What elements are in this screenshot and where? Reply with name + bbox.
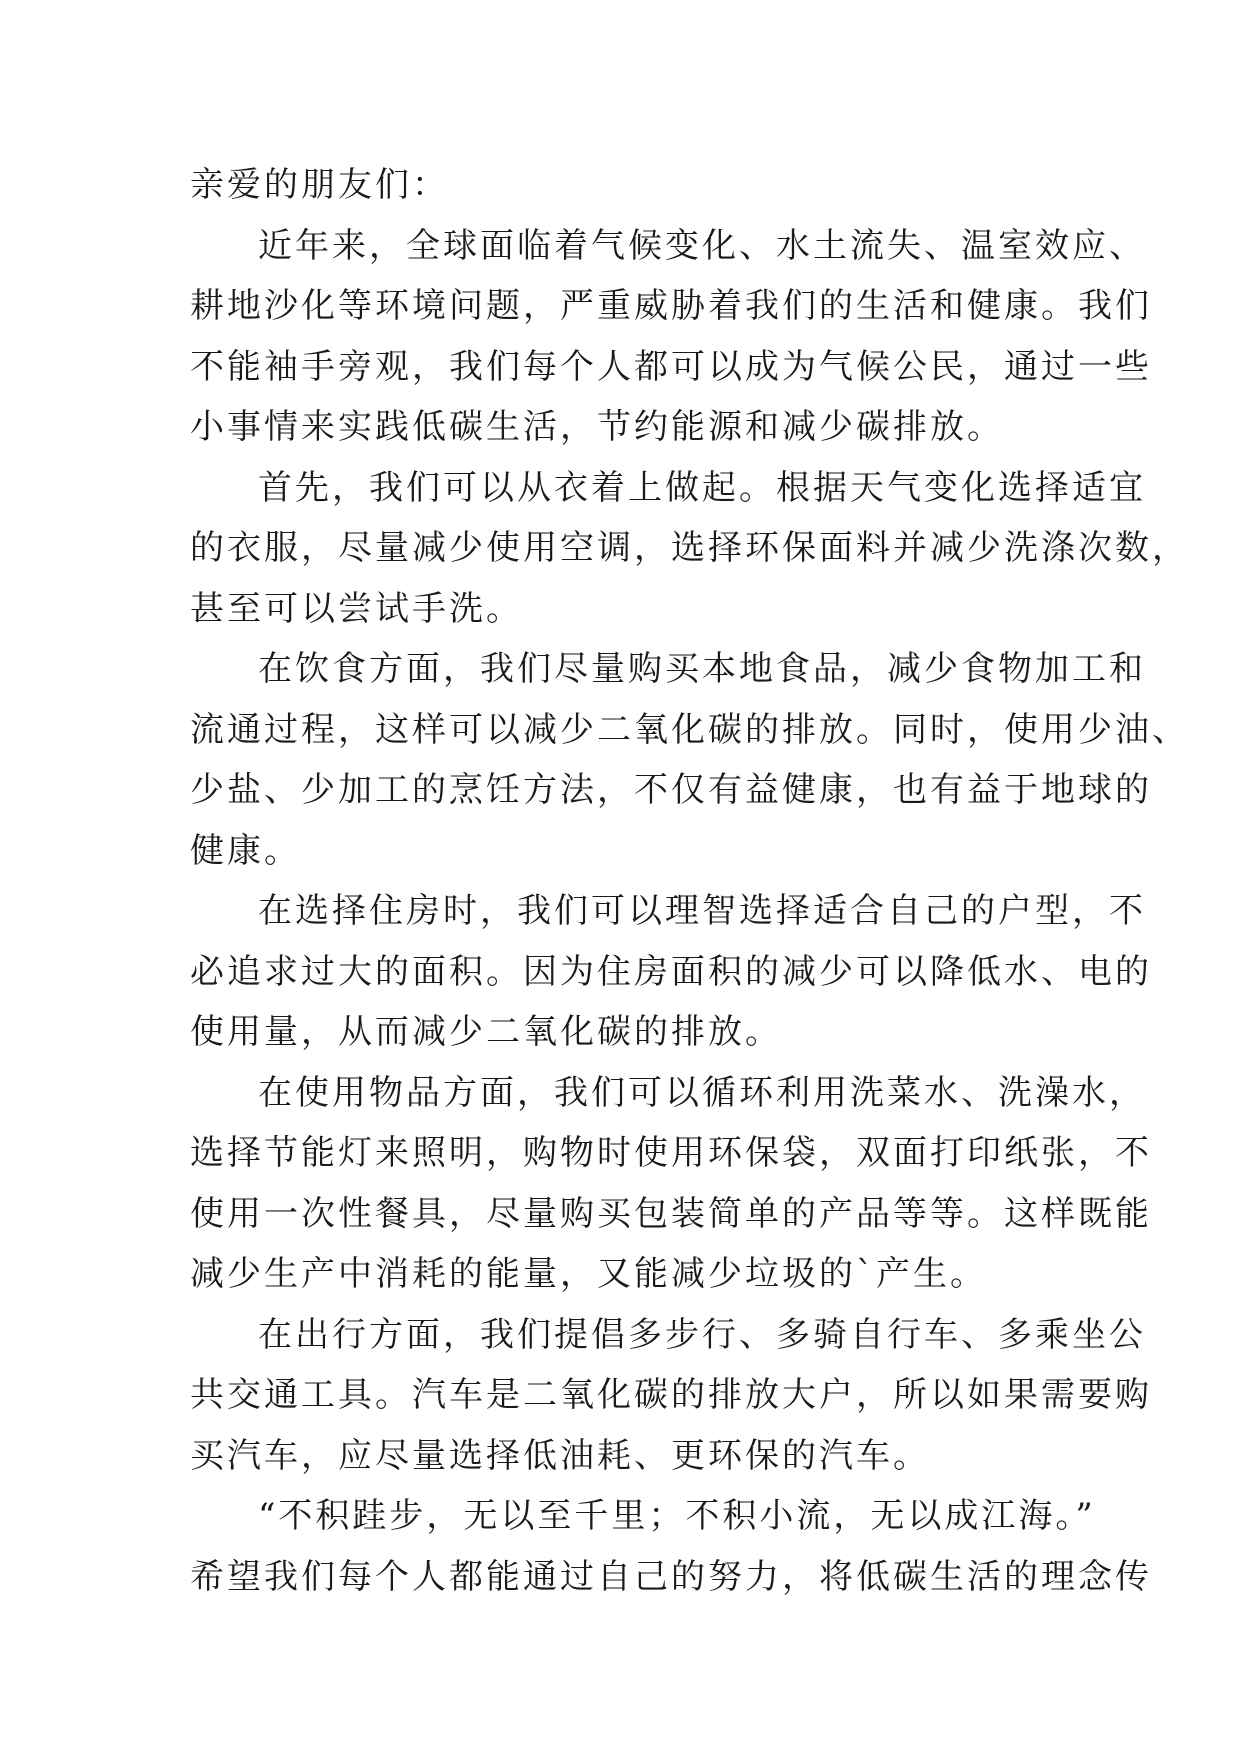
body-text-line: “不积跬步，无以至千里；不积小流，无以成江海。”: [258, 1496, 1096, 1536]
body-text-line: 近年来，全球面临着气候变化、水土流失、温室效应、: [258, 225, 1146, 266]
document-body: [190, 155, 1189, 1607]
body-text-line: 不能袖手旁观，我们每个人都可以成为气候公民，通过一些: [190, 346, 1152, 387]
body-text-line: 使用量，从而减少二氧化碳的排放。: [190, 1012, 782, 1052]
body-text-line: 甚至可以尝试手洗。: [190, 588, 523, 629]
body-text-line: 希望我们每个人都能通过自己的努力，将低碳生活的理念传: [190, 1556, 1152, 1597]
body-text-line: 在饮食方面，我们尽量购买本地食品，减少食物加工和: [258, 649, 1146, 689]
body-text-line: 在选择住房时，我们可以理智选择适合自己的户型，不: [258, 891, 1146, 931]
body-text-line: 减少生产中消耗的能量，又能减少垃圾的`产生。: [190, 1254, 987, 1294]
body-text-line: 买汽车，应尽量选择低油耗、更环保的汽车。: [190, 1435, 930, 1476]
body-text-line: 健康。: [190, 830, 301, 871]
body-text-line: 使用一次性餐具，尽量购买包装简单的产品等等。这样既能: [190, 1193, 1152, 1234]
body-text-line: 在使用物品方面，我们可以循环利用洗菜水、洗澡水，: [258, 1072, 1146, 1113]
salutation-line: 亲爱的朋友们：: [190, 165, 449, 205]
body-text-line: 必追求过大的面积。因为住房面积的减少可以降低水、电的: [190, 951, 1152, 992]
body-text-line: 的衣服，尽量减少使用空调，选择环保面料并减少洗涤次数，: [190, 528, 1189, 568]
body-text-line: 选择节能灯来照明，购物时使用环保袋，双面打印纸张，不: [190, 1133, 1152, 1173]
body-text-line: 流通过程，这样可以减少二氧化碳的排放。同时，使用少油、: [190, 709, 1189, 750]
body-text-line: 耕地沙化等环境问题，严重威胁着我们的生活和健康。我们: [190, 286, 1152, 326]
body-text-line: 少盐、少加工的烹饪方法，不仅有益健康，也有益于地球的: [190, 770, 1152, 810]
body-text-line: 在出行方面，我们提倡多步行、多骑自行车、多乘坐公: [258, 1314, 1146, 1355]
body-text-line: 首先，我们可以从衣着上做起。根据天气变化选择适宜: [258, 467, 1146, 508]
body-text-line: 共交通工具。汽车是二氧化碳的排放大户，所以如果需要购: [190, 1375, 1152, 1415]
body-text-line: 小事情来实践低碳生活，节约能源和减少碳排放。: [190, 407, 1004, 447]
